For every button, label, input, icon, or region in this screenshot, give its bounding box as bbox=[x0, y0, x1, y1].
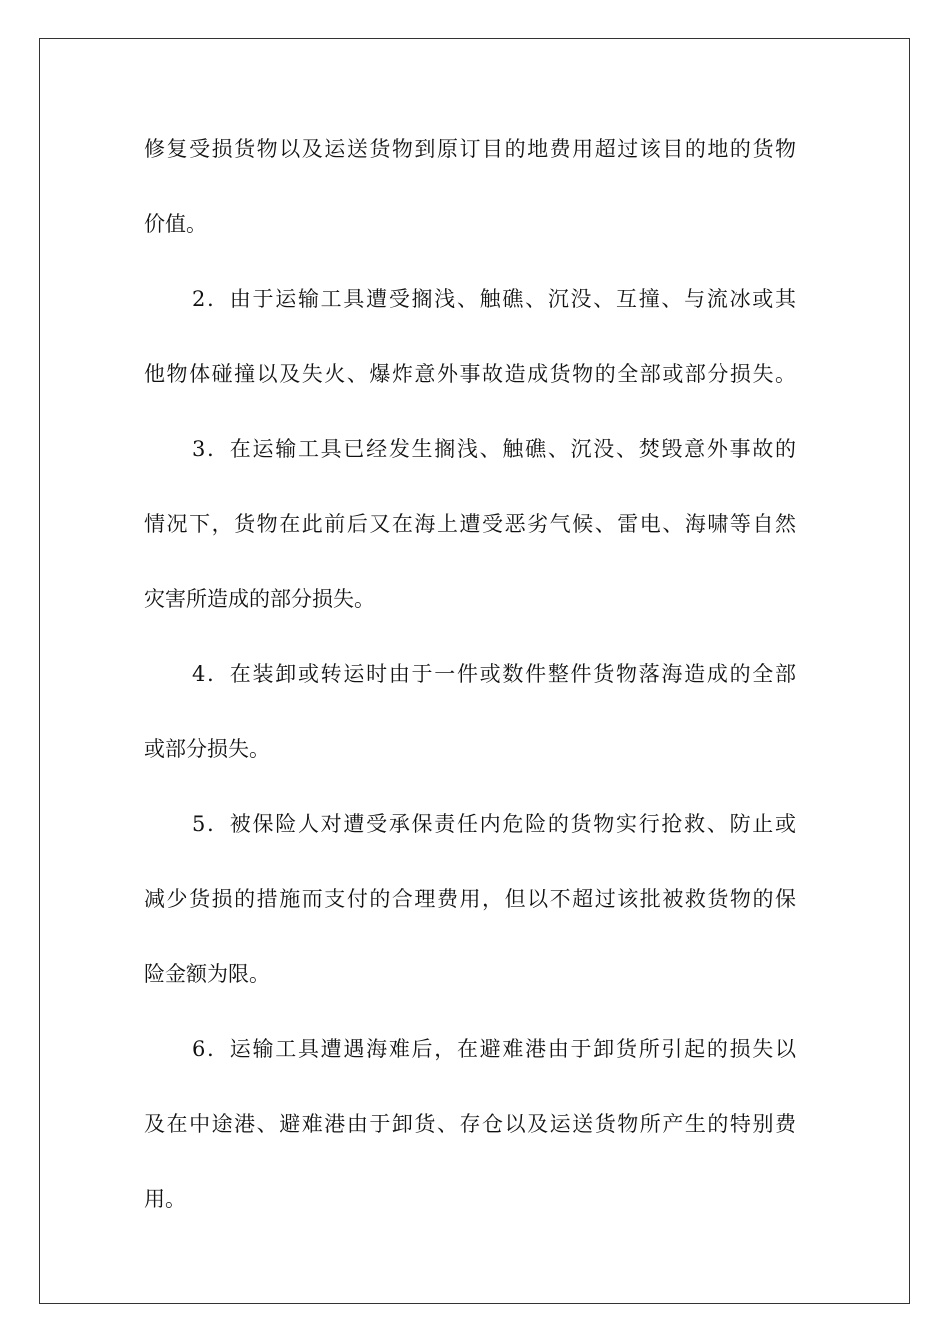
paragraph-6-line-1: 6．运输工具遭遇海难后，在避难港由于卸货所引起的损失以 bbox=[192, 1037, 796, 1061]
paragraph-4-line-2: 或部分损失。 bbox=[144, 737, 270, 761]
paragraph-3-line-2: 情况下，货物在此前后又在海上遭受恶劣气候、雷电、海啸等自然 bbox=[144, 512, 796, 536]
paragraph-5-line-3: 险金额为限。 bbox=[144, 962, 270, 986]
paragraph-6-line-2: 及在中途港、避难港由于卸货、存仓以及运送货物所产生的特别费 bbox=[144, 1112, 796, 1136]
paragraph-6-line-3: 用。 bbox=[144, 1187, 186, 1211]
paragraph-5-line-2: 减少货损的措施而支付的合理费用，但以不超过该批被救货物的保 bbox=[144, 887, 796, 911]
paragraph-5-line-1: 5．被保险人对遭受承保责任内危险的货物实行抢救、防止或 bbox=[192, 812, 796, 836]
paragraph-4-line-1: 4．在装卸或转运时由于一件或数件整件货物落海造成的全部 bbox=[192, 662, 796, 686]
paragraph-2-line-2: 他物体碰撞以及失火、爆炸意外事故造成货物的全部或部分损失。 bbox=[144, 362, 796, 386]
paragraph-1-line-1: 修复受损货物以及运送货物到原订目的地费用超过该目的地的货物 bbox=[144, 137, 796, 161]
paragraph-3-line-1: 3．在运输工具已经发生搁浅、触礁、沉没、焚毁意外事故的 bbox=[192, 437, 796, 461]
paragraph-1-line-2: 价值。 bbox=[144, 212, 207, 236]
paragraph-3-line-3: 灾害所造成的部分损失。 bbox=[144, 587, 375, 611]
paragraph-2-line-1: 2．由于运输工具遭受搁浅、触礁、沉没、互撞、与流冰或其 bbox=[192, 287, 796, 311]
